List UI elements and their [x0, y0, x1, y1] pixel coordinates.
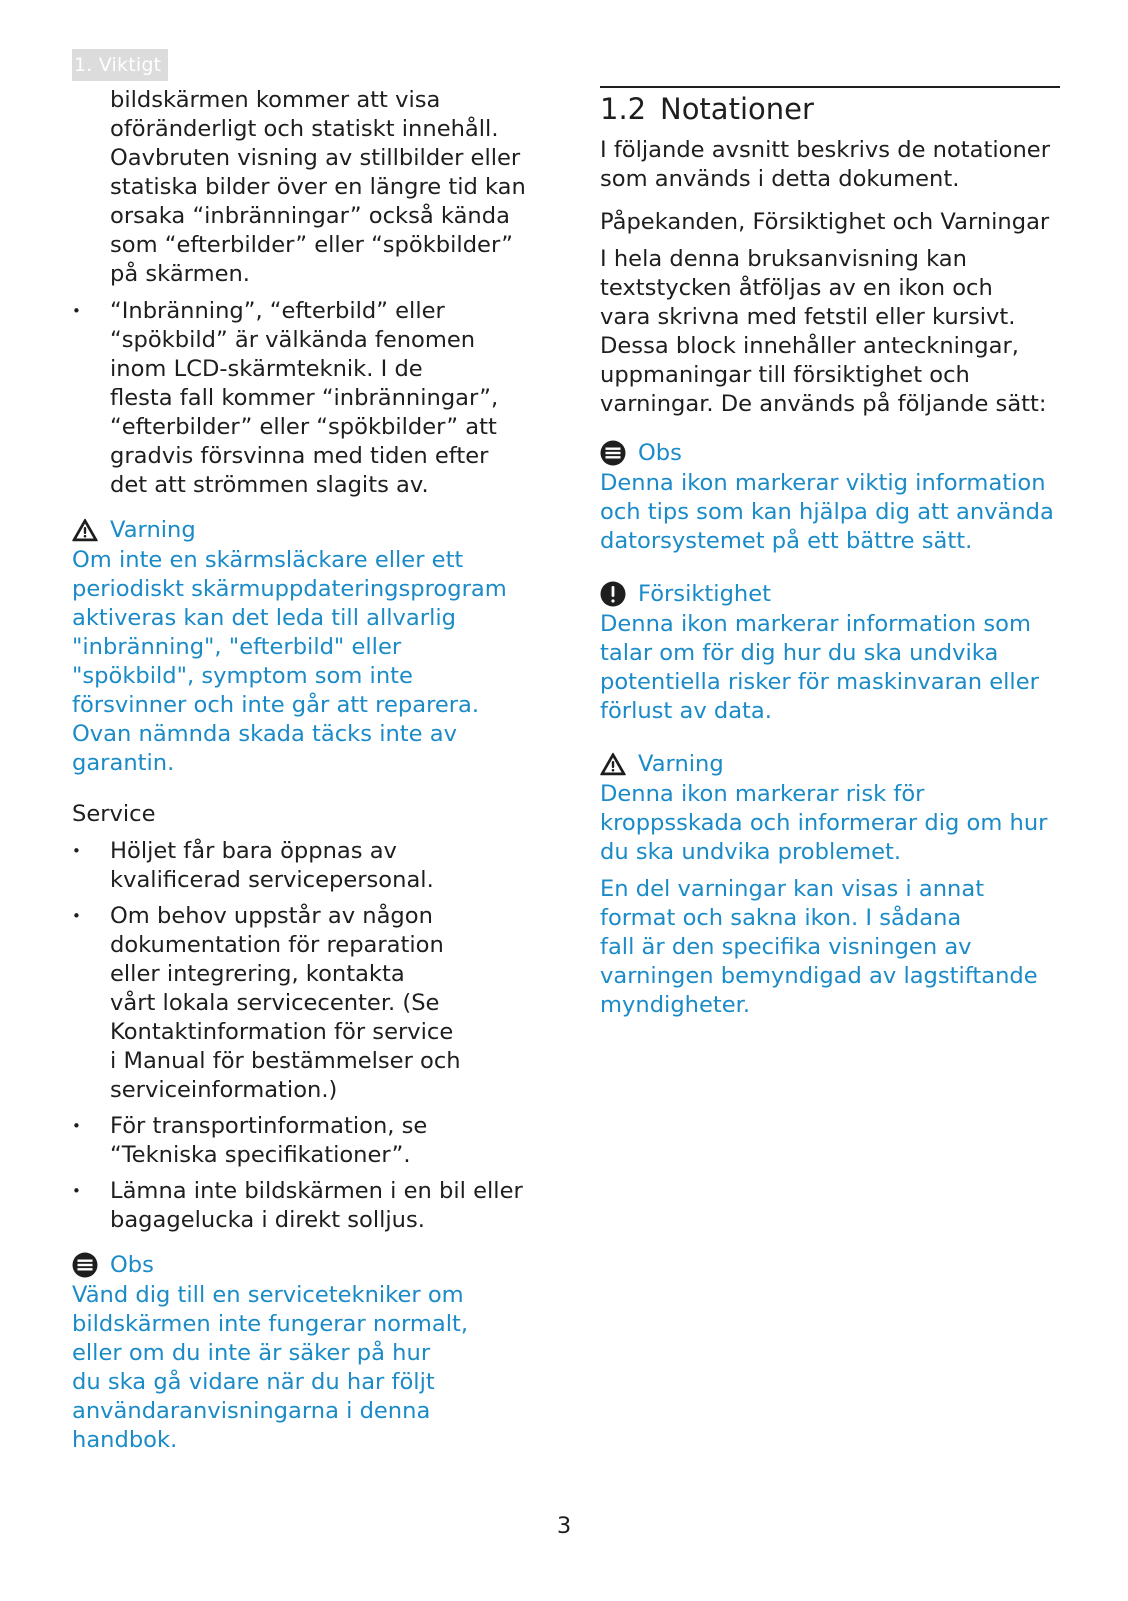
text-line: Denna ikon markerar information som: [600, 611, 1031, 637]
text-line: aktiveras kan det leda till allvarlig: [72, 605, 456, 631]
text-line: fall är den specifika visningen av: [600, 934, 972, 960]
note-icon: [600, 440, 626, 466]
note-text: [72, 1281, 542, 1455]
note-heading: [72, 1249, 542, 1281]
text-line: • Höljet får bara öppnas av: [110, 838, 397, 864]
text-line: du ska gå vidare när du har följt: [72, 1369, 435, 1395]
text-line: • Om behov uppstår av någon: [110, 903, 433, 929]
text-line: försvinner och inte går att reparera.: [72, 692, 480, 718]
text-line: "spökbild", symptom som inte: [72, 663, 413, 689]
text-line: garantin.: [72, 750, 175, 776]
chapter-tab: 1. Viktigt: [72, 49, 168, 81]
text-line: “efterbilder” eller “spökbilder” att: [110, 414, 497, 440]
caution-text: [600, 610, 1060, 726]
subheading: Påpekanden, Försiktighet och Varningar: [600, 209, 1050, 235]
text-line: vara skrivna med fetstil eller kursivt.: [600, 304, 1016, 330]
text-line: eller om du inte är säker på hur: [72, 1340, 431, 1366]
warning-label: Varning: [110, 516, 196, 543]
section-number: 1.2: [600, 92, 647, 126]
text-line: • För transportinformation, se: [110, 1113, 428, 1139]
text-line: textstycken åtföljas av en ikon och: [600, 275, 993, 301]
text-line: format och sakna ikon. I sådana: [600, 905, 962, 931]
caution-icon: [600, 581, 626, 607]
warning-icon: [600, 752, 626, 776]
continued-paragraph: [72, 86, 542, 289]
text-line: datorsystemet på ett bättre sätt.: [600, 528, 973, 554]
text-line: förlust av data.: [600, 698, 772, 724]
text-line: som “efterbilder” eller “spökbilder”: [110, 232, 513, 258]
body-text: [600, 245, 1060, 419]
text-line: I följande avsnitt beskrivs de notationer: [600, 137, 1050, 163]
text-line: Denna ikon markerar viktig information: [600, 470, 1046, 496]
left-column: [72, 86, 542, 1455]
caution-label: Försiktighet: [638, 580, 771, 607]
list-item: [72, 1177, 542, 1235]
text-line: dokumentation för reparation: [110, 932, 444, 958]
text-line: och tips som kan hjälpa dig att använda: [600, 499, 1054, 525]
text-line: talar om för dig hur du ska undvika: [600, 640, 999, 666]
text-line: • “Inbränning”, “efterbild” eller: [110, 298, 445, 324]
caution-heading: [600, 578, 1060, 610]
list-item: [72, 1112, 542, 1170]
text-line: på skärmen.: [110, 261, 250, 287]
text-line: Oavbruten visning av stillbilder eller: [110, 145, 521, 171]
text-line: kvalificerad servicepersonal.: [110, 867, 434, 893]
text-line: Om inte en skärmsläckare eller ett: [72, 547, 464, 573]
text-line: • Lämna inte bildskärmen i en bil eller: [110, 1178, 523, 1204]
text-line: “Tekniska specifikationer”.: [110, 1142, 411, 1168]
text-line: orsaka “inbränningar” också kända: [110, 203, 510, 229]
text-line: eller integrering, kontakta: [110, 961, 405, 987]
text-line: gradvis försvinna med tiden efter: [110, 443, 489, 469]
text-line: vårt lokala servicecenter. (Se: [110, 990, 440, 1016]
note-text: [600, 469, 1060, 556]
text-line: Kontaktinformation för service: [110, 1019, 454, 1045]
warning-label: Varning: [638, 750, 724, 777]
text-line: kroppsskada och informerar dig om hur: [600, 810, 1048, 836]
warning-heading: [600, 748, 1060, 780]
text-line: varningen bemyndigad av lagstiftande: [600, 963, 1038, 989]
service-heading: Service: [72, 801, 156, 827]
text-line: handbok.: [72, 1427, 178, 1453]
text-line: statiska bilder över en längre tid kan: [110, 174, 526, 200]
text-line: serviceinformation.): [110, 1077, 338, 1103]
warning-icon: [72, 518, 98, 542]
list-item: [72, 902, 542, 1105]
note-label: Obs: [110, 1251, 154, 1278]
text-line: Ovan nämnda skada täcks inte av: [72, 721, 457, 747]
text-line: användaranvisningarna i denna: [72, 1398, 431, 1424]
section-title: Notationer: [660, 92, 814, 126]
text-line: flesta fall kommer “inbränningar”,: [110, 385, 499, 411]
text-line: "inbränning", "efterbild" eller: [72, 634, 402, 660]
warning-text: [600, 780, 1060, 867]
text-line: oföränderligt och statiskt innehåll.: [110, 116, 499, 142]
text-line: potentiella risker för maskinvaran eller: [600, 669, 1039, 695]
text-line: bildskärmen inte fungerar normalt,: [72, 1311, 469, 1337]
intro-text: [600, 136, 1060, 194]
text-line: Vänd dig till en servicetekniker om: [72, 1282, 464, 1308]
section-heading: [600, 92, 1060, 126]
text-line: bagagelucka i direkt solljus.: [110, 1207, 425, 1233]
note-heading: [600, 437, 1060, 469]
text-line: varningar. De används på följande sätt:: [600, 391, 1047, 417]
text-line: En del varningar kan visas i annat: [600, 876, 985, 902]
note-label: Obs: [638, 439, 682, 466]
text-line: du ska undvika problemet.: [600, 839, 902, 865]
warning-text: [72, 546, 542, 778]
warning-heading: [72, 514, 542, 546]
text-line: uppmaningar till försiktighet och: [600, 362, 970, 388]
list-item: [72, 837, 542, 895]
page-number: 3: [556, 1513, 572, 1539]
text-line: Dessa block innehåller anteckningar,: [600, 333, 1019, 359]
text-line: bildskärmen kommer att visa: [110, 87, 441, 113]
note-icon: [72, 1252, 98, 1278]
text-line: periodiskt skärmuppdateringsprogram: [72, 576, 507, 602]
text-line: det att strömmen slagits av.: [110, 472, 429, 498]
text-line: Denna ikon markerar risk för: [600, 781, 925, 807]
service-list: [72, 837, 542, 1235]
text-line: inom LCD-skärmteknik. I de: [110, 356, 423, 382]
text-line: myndigheter.: [600, 992, 751, 1018]
right-column: [600, 86, 1060, 1020]
list-item: [72, 297, 542, 500]
text-line: som används i detta dokument.: [600, 166, 960, 192]
text-line: I hela denna bruksanvisning kan: [600, 246, 967, 272]
extra-warning-text: [600, 875, 1060, 1020]
section-rule: [600, 86, 1060, 88]
text-line: i Manual för bestämmelser och: [110, 1048, 461, 1074]
text-line: “spökbild” är välkända fenomen: [110, 327, 476, 353]
